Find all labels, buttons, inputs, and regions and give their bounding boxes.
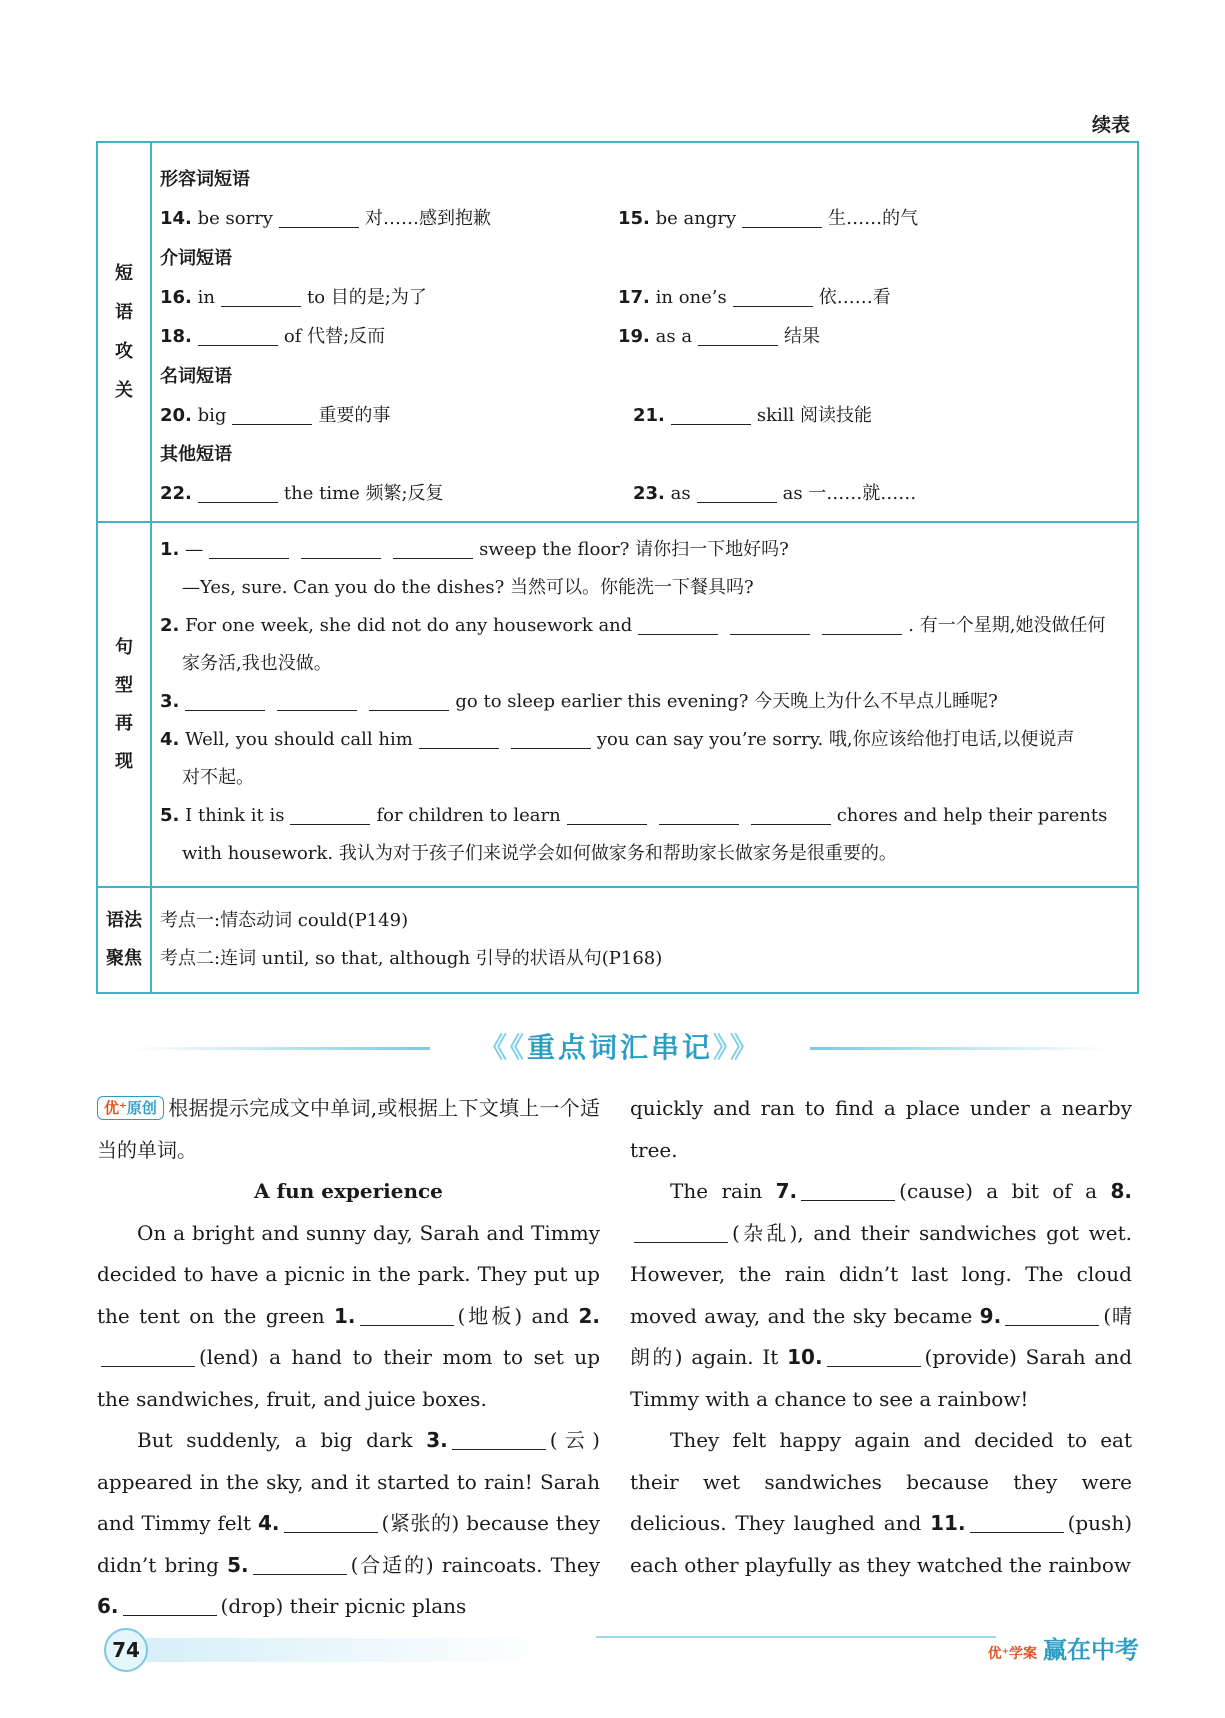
vocab-banner [130, 1026, 1110, 1070]
phrase-item-18: 18. of 代替;反而 [160, 326, 386, 347]
footer-band [146, 1638, 546, 1662]
phrase-item-23: 23. as as 一……就…… [633, 483, 917, 504]
answer-blank[interactable] [822, 617, 902, 635]
banner-line-right [810, 1047, 1110, 1050]
answer-blank[interactable] [185, 693, 265, 711]
sentence-5: 5. I think it is for children to learn chores and help their parents [160, 805, 1108, 826]
page-number: 74 [104, 1628, 148, 1672]
passage-left-column [97, 1088, 600, 1628]
chevrons-left-icon: 《《 [478, 1031, 527, 1064]
sentence-1: 1. — sweep the floor? 请你扫一下地好吗? [160, 539, 789, 560]
answer-blank[interactable] [634, 1223, 728, 1243]
sentence-2-cont: 家务活,我也没做。 [182, 653, 332, 674]
paragraph-2-end: quickly and ran to find a place under a nearby tree. [630, 1096, 1132, 1162]
page-footer [96, 1628, 1139, 1672]
answer-blank[interactable] [659, 807, 739, 825]
phrase-item-15: 15. be angry 生……的气 [618, 208, 919, 229]
answer-blank[interactable] [638, 617, 718, 635]
banner-line-left [130, 1047, 430, 1050]
answer-blank[interactable] [742, 210, 822, 228]
answer-blank[interactable] [123, 1596, 217, 1616]
answer-blank[interactable] [419, 731, 499, 749]
sentence-1-reply: —Yes, sure. Can you do the dishes? 当然可以。你能洗一下餐具吗? [182, 577, 754, 598]
passage-right-column [630, 1088, 1132, 1586]
phrase-item-17: 17. in one’s 依……看 [618, 287, 891, 308]
original-badge: 优⁺原创 [97, 1096, 164, 1120]
answer-blank[interactable] [101, 1347, 195, 1367]
answer-blank[interactable] [277, 693, 357, 711]
answer-blank[interactable] [290, 807, 370, 825]
paragraph-3: The rain 7. (cause) a bit of a 8.(杂乱), and their sandwiches got wet. However, the rain didn’t last long. The cloud moved away, and the sky became 9. (晴朗的) again. It 10. (provide) Sarah and Timmy with a chance to see a rainbow! [630, 1179, 1133, 1411]
answer-blank[interactable] [567, 807, 647, 825]
story-title: A fun experience [254, 1179, 443, 1203]
answer-blank[interactable] [198, 485, 278, 503]
phrase-item-20: 20. big 重要的事 [160, 405, 391, 426]
phrase-item-14: 14. be sorry 对……感到抱歉 [160, 208, 491, 229]
brand-logo: 优⁺学案 赢在中考 [987, 1636, 1139, 1664]
answer-blank[interactable] [360, 1306, 454, 1326]
answer-blank[interactable] [198, 328, 278, 346]
sentence-2: 2. For one week, she did not do any housework and . 有一个星期,她没做任何 [160, 615, 1106, 636]
answer-blank[interactable] [301, 541, 381, 559]
answer-blank[interactable] [733, 289, 813, 307]
answer-blank[interactable] [232, 407, 312, 425]
sentence-5-cont: with housework. 我认为对于孩子们来说学会如何做家务和帮助家长做家务是很重要的。 [182, 843, 897, 864]
answer-blank[interactable] [209, 541, 289, 559]
answer-blank[interactable] [697, 485, 777, 503]
answer-blank[interactable] [698, 328, 778, 346]
paragraph-2: But suddenly, a big dark 3. (云) appeared in the sky, and it started to rain! Sarah and Timmy felt 4. (紧张的) because they didn’t bring 5. (合适的) raincoats. They 6. (drop) their picnic plans [97, 1428, 601, 1618]
sentences-row [98, 523, 1137, 888]
answer-blank[interactable] [671, 407, 751, 425]
answer-blank[interactable] [253, 1555, 347, 1575]
grammar-point-1: 考点一:情态动词 could(P149) [160, 910, 409, 931]
answer-blank[interactable] [369, 693, 449, 711]
answer-blank[interactable] [751, 807, 831, 825]
noun-phrase-heading: 名词短语 [160, 366, 232, 387]
adj-phrase-heading: 形容词短语 [160, 169, 250, 190]
phrase-item-22: 22. the time 频繁;反复 [160, 483, 444, 504]
chevrons-right-icon: 》》 [713, 1031, 762, 1064]
answer-blank[interactable] [1005, 1306, 1099, 1326]
summary-table [96, 141, 1139, 994]
answer-blank[interactable] [827, 1347, 921, 1367]
paragraph-2-tail: their picnic plans [283, 1594, 467, 1618]
phrase-item-16: 16. in to 目的是;为了 [160, 287, 427, 308]
phrases-row-label: 短 语 攻 关 [98, 143, 152, 521]
answer-blank[interactable] [970, 1513, 1064, 1533]
phrases-row [98, 143, 1137, 523]
answer-blank[interactable] [284, 1513, 378, 1533]
grammar-row [98, 888, 1137, 992]
answer-blank[interactable] [801, 1181, 895, 1201]
sentence-3: 3. go to sleep earlier this evening? 今天晚上为什么不早点儿睡呢? [160, 691, 998, 712]
paragraph-4: They felt happy again and decided to eat their wet sandwiches because they were delicious. They laughed and 11. (push) each other playfully as they watched the rainbow [630, 1428, 1132, 1577]
answer-blank[interactable] [452, 1430, 546, 1450]
grammar-row-label: 语法 聚焦 [98, 888, 152, 992]
paragraph-1: On a bright and sunny day, Sarah and Timmy decided to have a picnic in the park. They put up the tent on the green 1. (地板) and 2.(lend) a hand to their mom to set up the sandwiches, fruit, and juice boxes. [97, 1220, 600, 1411]
answer-blank[interactable] [221, 289, 301, 307]
grammar-point-2: 考点二:连词 until, so that, although 引导的状语从句(P168) [160, 948, 663, 969]
answer-blank[interactable] [511, 731, 591, 749]
sentences-row-label: 句 型 再 现 [98, 523, 152, 886]
answer-blank[interactable] [393, 541, 473, 559]
answer-blank[interactable] [279, 210, 359, 228]
section-title: 《《重点词汇串记》》 [478, 1031, 762, 1064]
instruction: 优⁺原创 根据提示完成文中单词,或根据上下文填上一个适当的单词。 [97, 1096, 600, 1162]
phrase-item-19: 19. as a 结果 [618, 326, 821, 347]
footer-line [596, 1636, 996, 1638]
phrase-item-21: 21. skill 阅读技能 [633, 405, 873, 426]
continued-label: 续表 [1091, 114, 1130, 136]
answer-blank[interactable] [730, 617, 810, 635]
sentence-4: 4. Well, you should call him you can say you’re sorry. 哦,你应该给他打电话,以便说声 [160, 729, 1075, 750]
prep-phrase-heading: 介词短语 [160, 248, 232, 269]
sentence-4-cont: 对不起。 [182, 767, 254, 788]
other-phrase-heading: 其他短语 [160, 444, 232, 465]
